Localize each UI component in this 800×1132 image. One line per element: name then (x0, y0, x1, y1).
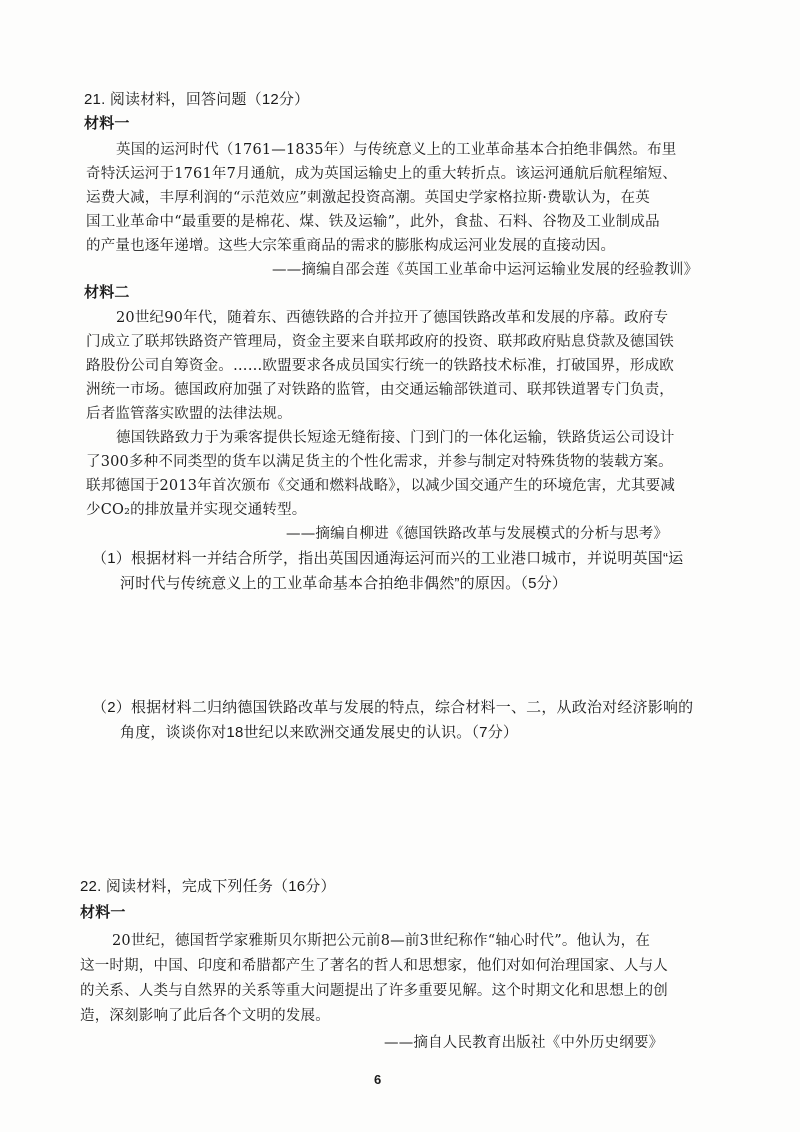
q21-material2-label: 材料二 (84, 284, 130, 301)
q22-material1-label: 材料一 (80, 904, 126, 921)
q21-subquestion-2: （2）根据材料二归纳德国铁路改革与发展的特点，综合材料一、二，从政治对经济影响的 (92, 699, 694, 716)
q21-m1-line: 国工业革命中“最重要的是棉花、煤、铁及运输”，此外，食盐、石料、谷物及工业制成品 (86, 214, 660, 230)
q21-m1-source: ——摘编自邵会莲《英国工业革命中运河运输业发展的经验教训》 (272, 262, 699, 278)
q22-m1-line: 这一时期，中国、印度和希腊都产生了著名的哲人和思想家，他们对如何治理国家、人与人 (80, 958, 668, 974)
q21-m1-line: 英国的运河时代（1761—1835年）与传统意义上的工业革命基本合拍绝非偶然。布里 (116, 142, 677, 158)
q21-m2-line: 后者监管落实欧盟的法律法规。 (86, 406, 292, 422)
q22-m1-line: 的关系、人类与自然界的关系等重大问题提出了许多重要见解。这个时期文化和思想上的创 (80, 983, 668, 999)
q21-1-answer-area[interactable] (90, 600, 700, 690)
q21-m2-line: 路股份公司自筹资金。……欧盟要求各成员国实行统一的铁路技术标准，打破国界，形成欧 (86, 358, 674, 374)
q22-m1-line: 造，深刻影响了此后各个文明的发展。 (80, 1008, 330, 1024)
q21-m2-source: ——摘编自柳进《德国铁路改革与发展模式的分析与思考》 (286, 526, 669, 542)
q21-m1-line: 奇特沃运河于1761年7月通航，成为英国运输史上的重大转折点。该运河通航后航程缩短、 (86, 166, 678, 182)
q21-m1-line: 的产量也逐年递增。这些大宗笨重商品的需求的膨胀构成运河业发展的直接动因。 (86, 238, 616, 254)
page-number: 6 (374, 1072, 382, 1087)
q21-heading: 21. 阅读材料，回答问题（12分） (84, 91, 310, 108)
q21-m1-line: 运费大减，丰厚利润的“示范效应”刺激起投资高潮。英国史学家格拉斯·费歇认为，在英 (86, 190, 650, 206)
q22-m1-source: ——摘自人民教育出版社《中外历史纲要》 (384, 1035, 664, 1051)
q22-heading: 22. 阅读材料，完成下列任务（16分） (80, 878, 336, 895)
q21-subquestion-1-cont: 河时代与传统意义上的工业革命基本合拍绝非偶然”的原因。（5分） (120, 575, 568, 592)
q21-m2-line: 德国铁路致力于为乘客提供长短途无缝衔接、门到门的一体化运输，铁路货运公司设计 (116, 430, 675, 446)
q22-m1-line: 20世纪，德国哲学家雅斯贝尔斯把公元前8—前3世纪称作“轴心时代”。他认为，在 (112, 933, 651, 949)
q21-subquestion-1: （1）根据材料一并结合所学，指出英国因通海运河而兴的工业港口城市，并说明英国“运 (92, 550, 684, 567)
q21-m2-line: 洲统一市场。德国政府加强了对铁路的监管，由交通运输部铁道司、联邦铁道署专门负责， (86, 382, 674, 398)
q21-m2-line: 联邦德国于2013年首次颁布《交通和燃料战略》，以减少国交通产生的环境危害，尤其要减 (86, 478, 676, 494)
q21-2-answer-area[interactable] (90, 750, 700, 870)
q21-m2-line: 门成立了联邦铁路资产管理局，资金主要来自联邦政府的投资、联邦政府贴息贷款及德国铁 (86, 334, 674, 350)
q21-material1-label: 材料一 (84, 115, 130, 132)
q21-m2-line: 少CO₂的排放量并实现交通转型。 (86, 502, 307, 518)
q21-subquestion-2-cont: 角度，谈谈你对18世纪以来欧洲交通发展史的认识。（7分） (120, 724, 519, 741)
q21-m2-line: 了300多种不同类型的货车以满足货主的个性化需求，并参与制定对特殊货物的装载方案。 (86, 454, 673, 470)
q21-m2-line: 20世纪90年代，随着东、西德铁路的合并拉开了德国铁路改革和发展的序幕。政府专 (116, 310, 669, 326)
